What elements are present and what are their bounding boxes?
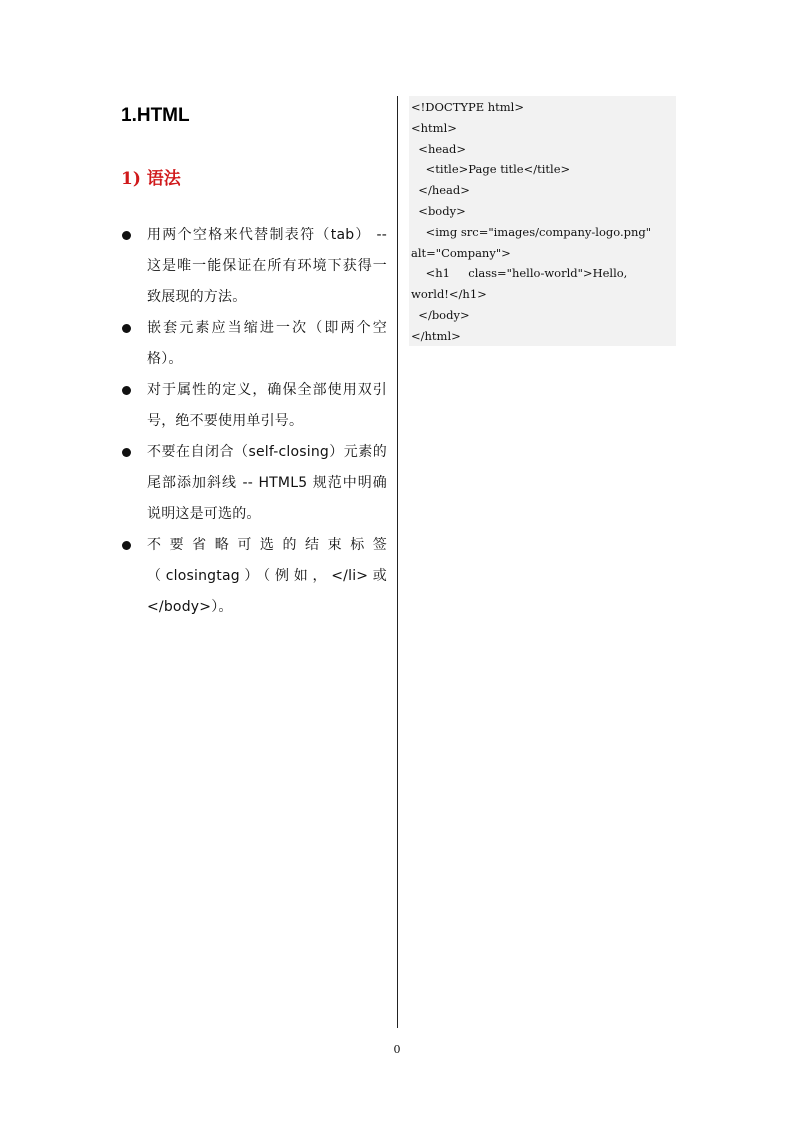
column-divider xyxy=(397,96,398,1028)
list-item xyxy=(121,375,387,437)
list-item xyxy=(121,220,387,313)
bullet-list xyxy=(121,220,387,623)
list-item xyxy=(121,437,387,530)
code-line: <!DOCTYPE html> xyxy=(411,100,525,114)
list-item-text: 用两个空格来代替制表符（tab） -- 这是唯一能保证在所有环境下获得一致展现的方法。 xyxy=(147,227,387,305)
code-line: <html> xyxy=(411,120,457,135)
code-line: world!</h1> xyxy=(411,287,487,302)
page-number: 0 xyxy=(393,1043,401,1056)
bullet-icon xyxy=(122,324,131,333)
left-column xyxy=(121,104,387,623)
list-item-text: 对于属性的定义，确保全部使用双引号，绝不要使用单引号。 xyxy=(147,382,387,429)
code-line: <body> xyxy=(411,203,466,218)
bullet-icon xyxy=(122,231,131,240)
code-line: <title>Page title</title> xyxy=(411,162,571,177)
list-item-text: 不要在自闭合（self-closing）元素的尾部添加斜线 -- HTML5 规范中明确说明这是可选的。 xyxy=(147,444,387,522)
list-item xyxy=(121,313,387,375)
code-line: <h1 class="hello-world">Hello, xyxy=(411,266,628,281)
bullet-icon xyxy=(122,541,131,550)
list-item-text: 嵌套元素应当缩进一次（即两个空格）。 xyxy=(147,320,387,367)
subsection-title: 1) 语法 xyxy=(121,169,181,189)
section-title: 1.HTML xyxy=(121,105,190,126)
bullet-icon xyxy=(122,386,131,395)
code-line: </head> xyxy=(411,183,470,198)
code-line: <head> xyxy=(411,141,467,156)
code-line: alt="Company"> xyxy=(411,245,511,260)
bullet-icon xyxy=(122,448,131,457)
code-line: </html> xyxy=(411,328,461,343)
code-block xyxy=(409,96,676,346)
code-line: <img src="images/company-logo.png" xyxy=(411,224,652,239)
list-item-text: 不要省略可选的结束标签（closingtag）（例如，</li>或</body>）。 xyxy=(147,537,387,615)
list-item xyxy=(121,530,387,623)
code-line: </body> xyxy=(411,307,470,322)
